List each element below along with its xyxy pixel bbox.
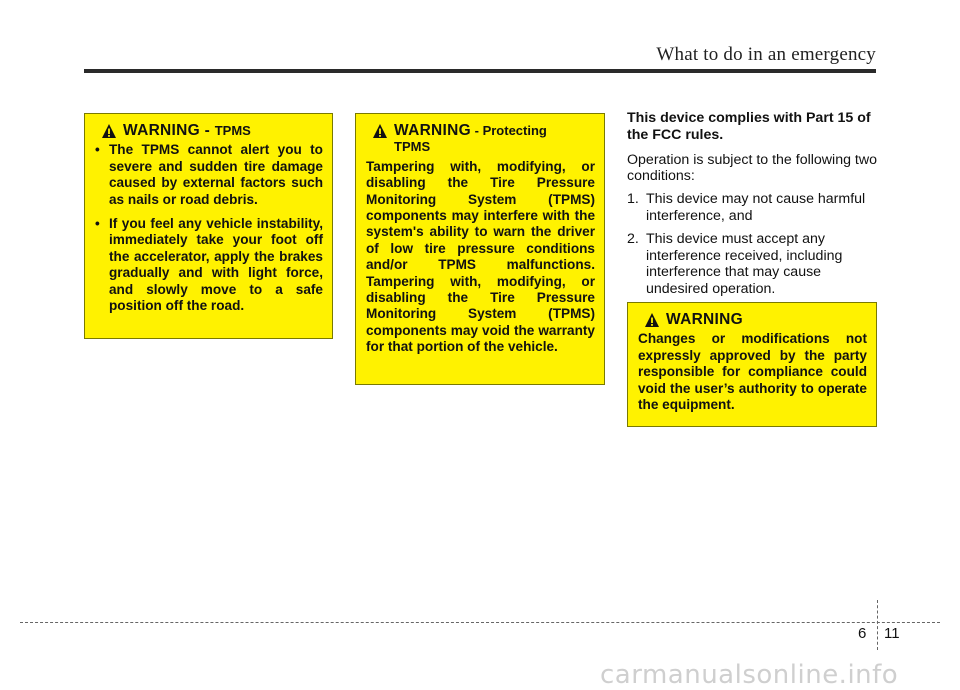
footer-divider xyxy=(877,600,878,650)
header-rule xyxy=(84,69,876,73)
watermark: carmanualsonline.info xyxy=(600,660,899,690)
fcc-section xyxy=(627,110,878,304)
page-number: 11 xyxy=(884,625,900,642)
list-number: 1. xyxy=(627,191,639,208)
bullet-text: The TPMS cannot alert you to severe and sudden tire damage caused by external factors such as nails or road debris. xyxy=(109,142,323,207)
list-text: This device may not cause harmful interference, and xyxy=(646,191,866,224)
warning-box-fcc xyxy=(627,302,877,427)
page-header-title: What to do in an emergency xyxy=(656,44,876,65)
list-item xyxy=(627,231,878,298)
warning-subtitle: - Protecting TPMS xyxy=(394,123,547,155)
warning-box-tpms xyxy=(84,113,333,339)
footer-rule xyxy=(20,622,940,623)
warning-box-protecting-tpms xyxy=(355,113,605,385)
list-text: This device must accept any interference received, including interference that may cause undesired operation. xyxy=(646,230,843,298)
fcc-intro: Operation is subject to the following two conditions: xyxy=(627,151,877,185)
warning-body: Tampering with, modifying, or disabling the Tire Pressure Monitoring System (TPMS) components may interfere with the system's ability to warn the driver of low tire pressure conditions and/or TPMS malfunctions. Tampering with, modifying, or disabling the Tire Pressure Monitoring System (TPMS) components may void the warranty for that portion of the vehicle. xyxy=(366,158,595,355)
warning-separator: - xyxy=(200,122,215,139)
list-item xyxy=(95,142,323,208)
warning-body: Changes or modifications not expressly approved by the party responsible for compliance could void the user’s authority to operate the equipment. xyxy=(638,331,867,413)
fcc-statement: This device complies with Part 15 of the FCC rules. xyxy=(627,110,871,143)
bullet-text: If you feel any vehicle instability, immediately take your foot off the accelerator, apply the brakes gradually and with light force, and slowly move to a safe position off the road. xyxy=(109,216,323,314)
warning-triangle-icon xyxy=(372,123,388,139)
bullet-icon: • xyxy=(95,216,100,232)
list-item xyxy=(627,191,878,225)
warning-label: WARNING xyxy=(394,122,472,139)
list-item xyxy=(95,216,323,314)
warning-label: WARNING xyxy=(666,311,744,328)
list-number: 2. xyxy=(627,230,639,247)
bullet-icon: • xyxy=(95,142,100,158)
warning-heading xyxy=(366,123,595,156)
warning-triangle-icon xyxy=(101,123,117,139)
warning-heading xyxy=(638,312,867,328)
warning-heading xyxy=(95,123,323,139)
warning-subtitle: TPMS xyxy=(214,123,251,138)
warning-triangle-icon xyxy=(644,312,660,328)
warning-label: WARNING xyxy=(123,122,201,139)
chapter-number: 6 xyxy=(858,625,867,642)
